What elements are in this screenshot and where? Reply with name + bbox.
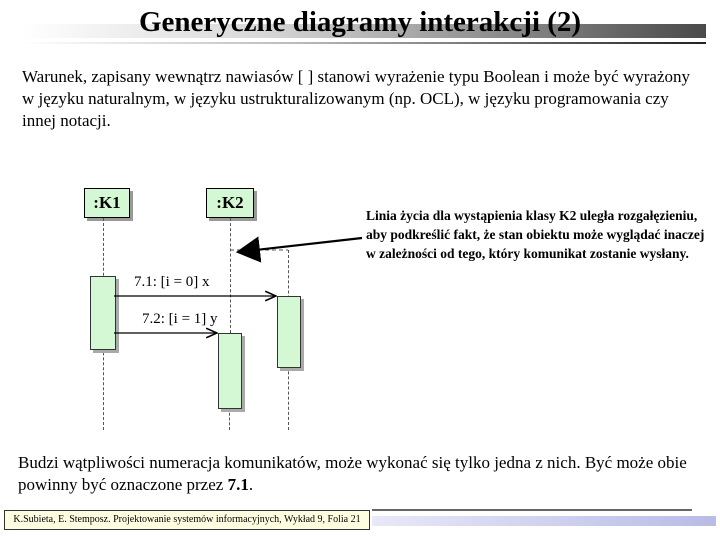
bottom-emphasis: 7.1 bbox=[227, 475, 249, 494]
object-k2: :K2 bbox=[206, 188, 254, 218]
message-label-y: 7.2: [i = 1] y bbox=[142, 311, 218, 327]
footer-citation: K.Subieta, E. Stemposz. Projektowanie systemów informacyjnych, Wykład 9, Folia 21 bbox=[4, 510, 370, 530]
message-label-x: 7.1: [i = 0] x bbox=[134, 274, 210, 290]
bottom-end: . bbox=[248, 475, 254, 494]
intro-paragraph: Warunek, zapisany wewnątrz nawiasów [ ] stanowi wyrażenie typu Boolean i może być wyrażony w języku naturalnym, w języku ustrukturalizowanym (np. OCL), w języku programowania czy innej notacji. bbox=[22, 67, 691, 130]
footer-bar bbox=[372, 516, 716, 526]
object-k1: :K1 bbox=[84, 188, 130, 218]
bottom-text: Budzi wątpliwości numeracja komunikatów, może wykonać się tylko jedna z nich. Być może obie powinny być oznaczone przez bbox=[18, 453, 687, 494]
bottom-paragraph bbox=[18, 452, 708, 496]
note-pointer-arrow bbox=[238, 238, 362, 252]
slide-title: Generyczne diagramy interakcji (2) bbox=[138, 6, 582, 38]
footer-rule bbox=[372, 509, 692, 511]
annotation-note: Linia życia dla wystąpienia klasy K2 uległa rozgałęzieniu, aby podkreślić fakt, że stan obiektu może wyglądać inaczej w zależności od tego, który komunikat zostanie wysłany. bbox=[366, 208, 705, 261]
